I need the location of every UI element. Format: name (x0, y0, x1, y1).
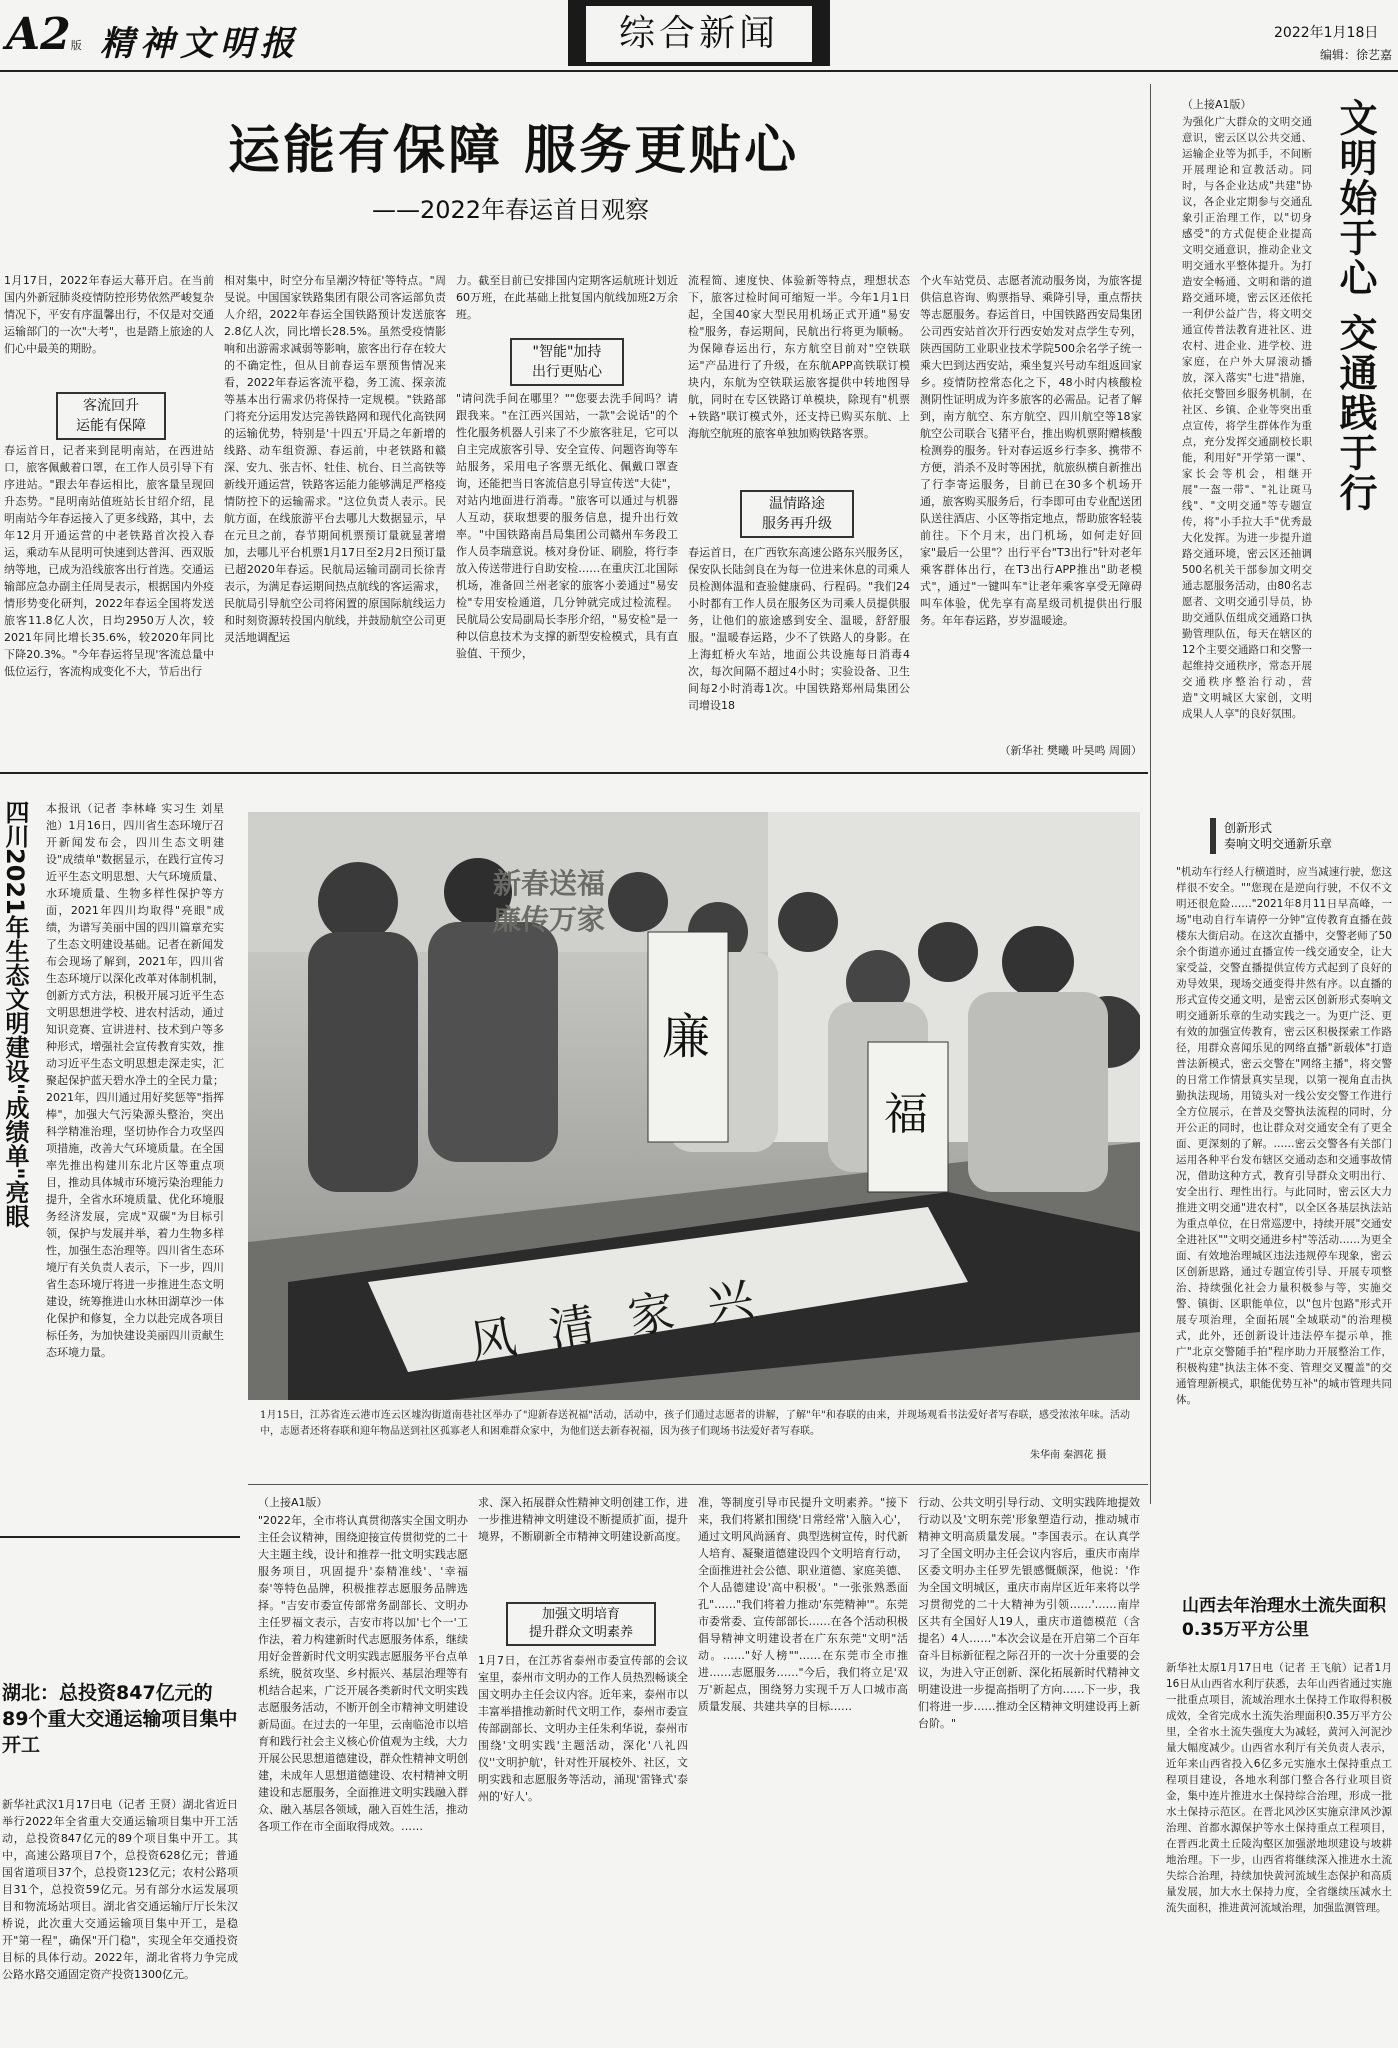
right-intro: （上接A1版） (1182, 98, 1252, 111)
right-column-rule (1150, 84, 1151, 1504)
page-number: A2版 (6, 9, 82, 60)
shanxi-headline: 山西去年治理水土流失面积0.35万平方公里 (1182, 1596, 1386, 1640)
lead-col-2: 相对集中，时空分布呈潮汐特征'等特点。"周旻说。中国国家铁路集团有限公司客运部负责人介绍，2022年春运全国铁路预计发送旅客2.8亿人次，同比增长28.5%。虽然受疫情影响和出游需求减弱等影响，旅客出行存在较大的不确定性，但从目前春运车票预售情况来看，2022年春运客流平稳，务工流、探亲流等基本出行需求仍将保持一定规模。"铁路部门将充分运用发达完善铁路网和现代化高铁网的运输优势，特别是'十四五'开局之年新增的线路、动车组资源、春运前，中老铁路和赣深、安九、张吉怀、牡佳、杭台、日兰高铁等新线开通运营，铁路客运能力能够满足严格疫情防控下的运输需求。"这位负责人表示。民航方面，在线旅游平台去哪儿大数据显示，早在元旦之前，春节期间机票预订量就显著增加，去哪儿平台机票1月17日至2月2日预订量已超2020年春运。民航局运输司副司长徐青表示，为满足春运期间热点航线的客运需求，民航局引导航空公司将闲置的原国际航线运力和时刻资源转投国内航线，并鼓励航空公司更灵活地调配运 (224, 274, 446, 644)
lead-byline: （新华社 樊曦 叶昊鸣 周圆） (999, 744, 1142, 757)
subhead-warm-journey: 温情路途 服务再升级 (740, 490, 854, 538)
sichuan-body: 本报讯（记者 李林峰 实习生 刘星池）1月16日，四川省生态环境厅召开新闻发布会，四川生态文明建设"成绩单"数据显示，在践行宣传习近平生态文明思想、大气环境质量、水环境质量、生物多样性保护等方面，2021年四川均取得"亮眼"成绩，为谱写美丽中国的四川篇章充实了生态文明建设基础。记者在新闻发布会现场了解到，2021年，四川省生态环境厅以深化改革对体制机制，创新方式方法，积极开展习近平生态文明思想进学校、进农村活动，通过知识竞赛、宣讲进村、技术到户等多种形式，增强社会宣传教育实效，推动习近平生态文明思想走深走实，汇聚起保护蓝天碧水净土的全民力量；2021年，四川通过用好奖惩等"指挥棒"，加强大气污染源头整治，突出科学精准治理，坚切协作合力攻坚四项措施，改善大气环境质量。在全国率先推出构建川东北片区等重点项目，推动具体城市环境污染治理能力提升，全省水环境质量、优化环境服务经济发展，完成"双碳"为目标引领，保护与发展并举，着力生物多样性，加强生态治理等。四川省生态环境厅有关负责人表示，下一步，四川省生态环境厅将进一步推进生态文明建设，统筹推进山水林田湖草沙一体化保护和修复，全力以赴完成各项目标任务，为加快建设美丽四川贡献生态环境力量。 (46, 802, 224, 1359)
subhead-smart-travel: "智能"加持 出行更贴心 (510, 338, 624, 386)
lead-bottom-rule (0, 772, 1148, 774)
right-body-2: "机动车行经人行横道时，应当减速行驶，您这样很不安全。""您现在是逆向行驶，不仅不文明还很危险……"2021年8月11日早高峰，一场"电动自行车请停一分钟"宣传教育直播在鼓楼东大街启动。在这次直播中，交警老师了50余个街道亦通过直播宣传一线交通安全，让大家受益，交警直播提供宣传方式起到了良好的劝导效果，现场交通变得井然有序。以直播的形式宣传交通文明，是密云区创新形式奏响文明交通新乐章的生动实践之一。为更广泛、更有效的加强宣传教育，密云区积极探索工作路径，用群众喜闻乐见的网络直播"新载体"打造普法新模式，密云交警在"网络主播"，将交警的日常工作情景真实呈现，以第一视角直击执勤执法现场，用镜头对一线公安交警工作进行全方位展示，在普及交警执法流程的同时，分开公正的同时，也让群众对交通安全有了更全面、更深刻的了解。……密云交警各有关部门运用各种平台发布辖区交通动态和交通事故情况，借助这种方式，教育引导群众文明出行、安全出行、理性出行。与此同时，密云区大力推进文明交通"进农村"，以全区各基层执法站为重点单位，在日常巡逻中，持续开展"交通安全进社区""文明交通进乡村"等活动……为更全面、有效地治理城区违法违规停车现象，密云区创新思路，通过专题宣传引导、开展专项整治、持续强化社会力量积极参与等，实施交警、镇街、区职能单位，以"包片包路"形式开展专项治理，全面拓展"全域联动"的治理模式，此外，还创新设计违法停车提示单，推广"北京交警随手拍"程序助力开展整治工作，积极构建"执法主体不变、管理交叉覆盖"的交通管理新模式，职能优势互补"的城市管理共同体。 (1176, 866, 1392, 1406)
scroll-char-fu: 福 (884, 1089, 928, 1140)
paper-name: 精神文明报 (100, 24, 300, 64)
photo-bottom-rule (248, 1484, 1148, 1485)
shanxi-body: 新华社太原1月17日电（记者 王飞航）记者1月16日从山西省水利厅获悉，去年山西省通过实施一批重点项目，流域治理水土保持工作取得积极成效，全省完成水土流失治理面积0.35万平方公里，全省水土流失强度大为减轻，黄河入河泥沙量大幅度减少。山西省水利厅有关负责人表示，近年来山西省投入6亿多元实施水土保持重点工程项目建设，各地水利部门整合各行业项目资金，集中连片推进水土保持综合治理，形成一批水土保持示范区。在晋北风沙区实施京津风沙源治理、首都水源保护等水土保持重点工程项目，在晋西北黄土丘陵沟壑区加强淤地坝建设与坡耕地治理。下一步，山西省将继续深入推进水土流失综合治理，持续加快黄河流域生态保护和高质量发展，加大水土保持力度，全省继续压减水土流失面积，推进黄河流域治理，加强监测管理。 (1166, 1662, 1392, 1914)
editor-credit: 编辑：徐艺嘉 (1320, 48, 1393, 62)
lead-col-1: 1月17日，2022年春运大幕开启。在当前国内外新冠肺炎疫情防控形势依然严峻复杂情况下，平安有序温馨出行，不仅是对交通运输部门的一次"大考"，也是踏上旅途的人们心中最美的期盼。 (4, 274, 214, 355)
hubei-body: 新华社武汉1月17日电（记者 王贤）湖北省近日举行2022年全省重大交通运输项目集中开工活动，总投资847亿元的89个项目集中开工。其中，高速公路项目7个，总投资628亿元；普通国省道项目37个，总投资123亿元；农村公路项目31个，总投资59亿元。另有部分水运发展项目和物流场站项目。湖北省交通运输厅厅长朱汉桥说，此次重大交通运输项目集中开工，是稳开"第一程"，确保"开门稳"，实现全年交通投资目标的具体行动。2022年，湖北省将力争完成公路水路交通固定资产投资1300亿元。 (2, 1798, 238, 1981)
lead-subheadline: ——2022年春运首日观察 (372, 196, 650, 224)
right-body-wide (1182, 814, 1392, 816)
lead-col-5: 个火车站党员、志愿者流动服务岗，为旅客提供信息咨询、购票指导、乘降引导，重点帮扶等志愿服务。春运首日，中国铁路西安局集团公司西安站首次开行西安始发对点学生专列，陕西国防工业职业技术学院500余名学子统一乘大巴到达西安站，乘坐复兴号动车组返回家乡。疫情防控常态化之下，48小时内核酸检测阴性证明成为许多旅客的必需品。记者了解到，南方航空、东方航空、四川航空等18家航空公司联合飞猪平台，推出购机票附赠核酸检测券的服务。针对春运返乡行李多、携带不方便，消杀不及时等困扰，航旅纵横自新推出了行李寄运服务，目前已在30多个机场开通，旅客购买服务后，行李即可由专业配送团队送往酒店、小区等指定地点，帮助旅客轻装前往。下个月末，出门机场，如何走好回家"最后一公里"？出行平台"T3出行"针对老年乘客群体出行，在T3出行APP推出"助老模式"，通过"一键叫车"让老年乘客享受无障碍叫车体验，优先享有高星级司机提供出行服务。年年春运路，岁岁温暖途。 (920, 274, 1142, 627)
photo-banner: 新春送福 廉传万家 (492, 867, 605, 936)
civil-col-2b: 1月7日，在江苏省泰州市委宣传部的会议室里，泰州市文明办的工作人员热烈畅谈全国文明办主任会议内容。近年来，泰州市以丰富举措推动新时代文明工作，泰州市委宣传部副部长、文明办主任朱利华说，泰州市围绕'文明实践'主题活动，深化'八礼四仪''文明护航'，针对性开展校外、社区，文明实践和志愿服务等活动，涌现'雷锋式'泰州的'好人'。 (478, 1654, 688, 1803)
civil-col-3: 准，等制度引导市民提升文明素养。"接下来，我们将紧扣围绕'日常经常'入脑入心'，通过文明风尚涵育、典型选树宣传，时代新人培育、凝聚道德建设四个文明培育行动，全面推进社会公德、职业道德、家庭美德、个人品德建设'高中积极'。"一张张熟悉面孔"……"我们将着力推动'东莞精神'"。东莞市委常委、宣传部部长……在各个活动积极倡导精神文明建设者在广东东莞"文明"活动。……"好人榜""……在东莞市全市推进……志愿服务……"今后，我们将立足'双万'新起点，围绕努力实现千万人口城市高质量发展、共建共享的目标…… (698, 1496, 908, 1713)
section-title: 综合新闻 (586, 6, 812, 62)
civil-intro: （上接A1版） (258, 1496, 328, 1509)
news-photo (248, 812, 1140, 1400)
left-bottom-rule (0, 1536, 240, 1538)
lead-headline: 运能有保障 服务更贴心 (228, 121, 800, 181)
lead-col-4: 流程简、速度快、体验新等特点，理想状态下，旅客过检时间可缩短一半。今年1月1日起，全国40家大型民用机场正式开通"易安检"服务，春运期间，民航出行将更为顺畅。为保障春运出行，东方航空目前对"空铁联运"产品进行了升级，在东航APP高铁联订模块内，东航为空铁联运旅客提供中转地图导航，同时在专区铁路订单模块，除现有"机票+铁路"联订模式外，还支持已购买东航、上海航空航班的旅客单独加购铁路客票。 (688, 274, 910, 440)
photo-credit: 朱华南 秦泗花 摄 (1030, 1450, 1107, 1461)
subhead-civil: 加强文明培育 提升群众文明素养 (506, 1602, 656, 1646)
civil-col-1: "2022年，全市将认真贯彻落实全国文明办主任会议精神，围绕迎接宣传贯彻党的二十大主题主线，设计和推荐一批文明实践志愿服务项目，巩固提升'泰精准线'、'幸福泰'等特色品牌，积极推荐志愿服务品牌选择。"吉安市委宣传部常务副部长、文明办主任罗福文表示，吉安市将以加'七个一'工作法，着力构建新时代志愿服务体系，继续用好金普新时代文明实践志愿服务平台点单系统，脱贫攻坚、乡村振兴、基层治理等有机结合起来，广泛开展各类新时代文明实践志愿服务活动，不断开创全市精神文明建设新局面。在过去的一年里，云南临沧市以培育和践行社会主义核心价值观为主线，大力开展公民思想道德建设，群众性精神文明创建，未成年人思想道德建设、农村精神文明建设和志愿服务，全面推进文明实践融入群众、融入基层各领域，融入百姓生活，推动各项工作在市全面取得成效。…… (258, 1514, 468, 1833)
lead-col-3: 力。截至目前已安排国内定期客运航班计划近60万班，在此基础上批复国内航线加班2万余班。 (456, 274, 678, 321)
scroll-char-lian: 廉 (662, 1009, 711, 1065)
lead-col-3b: "请问洗手间在哪里？""您要去洗手间吗？请跟我来。"在江西兴国站，一款"会说话"的个性化服务机器人引来了不少旅客驻足，它可以自主完成旅客引导、安全宣传、问题咨询等车站服务，采用电子客票无纸化、佩戴口罩查询，还能把当日客流信息引导宣传送"大徒"，对站内地面进行消毒。"旅客可以通过与机器人互动，获取想要的服务信息，提升出行效率。"中国铁路南昌局集团公司赣州车务段工作人员李瑞意说。核对身份证、刷脸，将行李放入传送带进行自助安检……在重庆江北国际机场，准备回兰州老家的旅客小姜通过"易安检"专用安检通道，几分钟就完成过检流程。民航局公安局副局长李彤介绍，"易安检"是一种以信息技术为支撑的新型安检模式，具有直验值、干预少， (456, 392, 678, 660)
right-body: 为强化广大群众的文明交通意识，密云区以公共交通、运输企业等为抓手，不间断开展理论和宣教活动。同时，与各企业达成"共建"协议，各企业定期参与交通乱象引正治理工作，以"切身感受"的方式促使企业提高文明交通意识，推动企业文明交通水平整体提升。为打造安全畅通、文明和谐的道路交通环境，密云区还依托一利伊公益广告，将文明交通宣传普法教育进社区、进农村、进企业、进学校、进家庭，在户外大屏滚动播放，深入落实"七进"措施，依托交警回乡服务机制，在社区、乡镇、企业等突出重点宣传，将学生群体作为重点，充分发挥交通副校长职能，利用好"开学第一课"、家长会等机会，相继开展"一盔一带"、"礼让斑马线"、"文明交通"等专题宣传，将"小手拉大手"优秀最大化发挥。为进一步提升道路交通环境，密云区还抽调500名机关干部参加文明交通志愿服务活动，由80名志愿者、文明交通引导员，协助交通队伍组成交通路口执勤管理队伍，每天在辖区的12个主要交通路口和交警一起维持交通秩序，常态开展交通秩序整治行动，营造"文明城区大家创，文明成果人人享"的良好氛围。 (1182, 116, 1312, 720)
couplet-text: 风清家兴 (466, 1266, 791, 1370)
lead-col-1b: 春运首日，记者来到昆明南站，在西进站口，旅客佩戴着口罩，在工作人员引导下有序进站。"跟去年春运相比，旅客量呈现回升态势。"昆明南站值班站长甘绍介绍，昆明南站今年春运接入了更多线路，其中，去年12月开通运营的中老铁路首次投入春运，乘动车从昆明可快速到达普洱、西双版纳等地，已成为沿线旅客出行首选。交通运输部应急办副主任周旻表示，根据国内外疫情形势变化研判，2022年春运全国将发送旅客11.8亿人次，日均2950万人次，较2021年同比增长35.6%，较2020年同比下降20.3%。"今年春运将呈现'客流总量中低位运行，客流构成变化不大，节后出行 (4, 444, 214, 678)
issue-date: 2022年1月18日 (1274, 25, 1379, 41)
subhead-innovation: 创新形式 奏响文明交通新乐章 (1210, 818, 1378, 854)
subhead-passenger-flow: 客流回升 运能有保障 (56, 392, 166, 440)
masthead (0, 0, 1398, 72)
masthead-rule (0, 70, 1398, 72)
civil-col-4: 行动、公共文明引导行动、文明实践阵地提效行动以及'文明东莞'形象塑造行动，推动城市精神文明高质量发展。"李国表示。在认真学习了全国文明办主任会议内容后，重庆市南岸区委文明办主任罗先银感慨颇深，他说：'作为全国文明城区，重庆市南岸区近年来将以学习贯彻党的二十大精神为引领……'……南岸区共有全国好人19人，重庆市道德模范（含提名）4人……"本次会议是在开启第二个百年奋斗目标新征程之际召开的一次十分重要的会议，为进入守正创新、深化拓展新时代精神文明建设进一步提高指明了方向……下一步，我们将进一步……推动全区精神文明建设再上新台阶。" (918, 1496, 1140, 1730)
lead-col-4b: 春运首日，在广西钦东高速公路东兴服务区，保安队长陆剑良在为每一位进来休息的司乘人员检测体温和查验健康码、行程码。"我们24小时都有工作人员在服务区为司乘人员提供服务，让他们的旅途感到安全、温暖，舒舒服服。"温暖春运路，少不了铁路人的身影。在上海虹桥火车站，地面公共设施每日消毒4次，每次间隔不超过4小时；实验设备、卫生间每2小时消毒1次。中国铁路郑州局集团公司增设18 (688, 546, 910, 712)
sichuan-headline: 四川2021年生态文明建设"成绩单"亮眼 (1, 800, 29, 1228)
photo-caption: 1月15日，江苏省连云港市连云区墟沟街道南巷社区举办了"迎新春送祝福"活动，活动中，孩子们通过志愿者的讲解，了解"年"和春联的由来，并现场观看书法爱好者写春联，感受浓浓年味。活动中，志愿者还将春联和迎年物品送到社区孤寡老人和困难群众家中，为他们送去新春祝福，因为孩子们现场书法爱好者写春联。 (260, 1410, 1130, 1437)
hubei-headline: 湖北：总投资847亿元的89个重大交通运输项目集中开工 (2, 1682, 238, 1756)
right-headline: 文明始于心 交通践于行 (1333, 98, 1378, 514)
civil-col-2: 求、深入拓展群众性精神文明创建工作，进一步推进精神文明建设不断提质扩面，提升境界，不断刷新全市精神文明建设新高度。 (478, 1496, 688, 1543)
